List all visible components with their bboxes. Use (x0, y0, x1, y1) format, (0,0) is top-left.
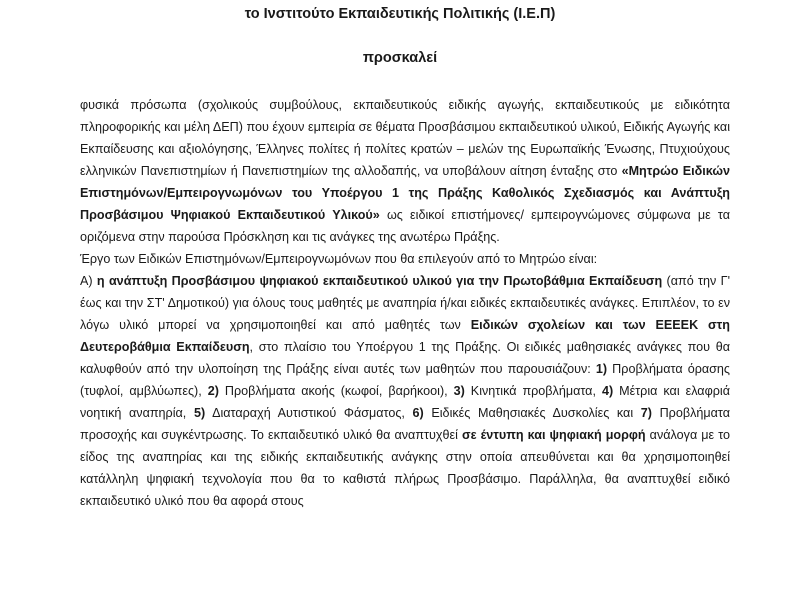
document-body (80, 94, 730, 512)
bold-number: 4) (601, 384, 614, 398)
bold-registry-title: «Μητρώο Ειδικών Επιστημόνων/Εμπειρογνωμόνων του Υποέργου 1 της Πράξης Καθολικός Σχεδιασμός και Ανάπτυξη Προσβάσιμου Ψηφιακού Εκπαιδευτικού Υλικού» (80, 164, 730, 222)
paragraph-text: Μέτρια και ελαφριά νοητική αναπηρία, (80, 384, 730, 420)
bold-text: Ειδικών σχολείων και των ΕΕΕΕΚ στη Δευτεροβάθμια Εκπαίδευση (80, 318, 730, 354)
paragraph-text: Κινητικά προβλήματα, (464, 384, 602, 398)
paragraph-task-a (80, 270, 730, 512)
paragraph-text: Διαταραχή Αυτιστικού Φάσματος, (205, 406, 413, 420)
paragraph-text: , στο πλαίσιο του Υποέργου 1 της Πράξης. Οι ειδικές μαθησιακές ανάγκες που θα καλυφθούν από την υλοποίηση της Πράξης είναι αυτές των μαθητών που παρουσιάζουν: (80, 340, 730, 376)
bold-number: 1) (595, 362, 608, 376)
paragraph-text: Προβλήματα όρασης (τυφλοί, αμβλύωπες), (80, 362, 731, 398)
bold-text: η ανάπτυξη Προσβάσιμου ψηφιακού εκπαιδευτικού υλικού για την Πρωτοβάθμια Εκπαίδευση (96, 274, 663, 288)
document-title: το Ινστιτούτο Εκπαιδευτικής Πολιτικής (Ι.Ε.Π) (244, 6, 556, 22)
paragraph-invitation (80, 94, 730, 248)
paragraph-text: (από την Γ' έως και την ΣΤ' Δημοτικού) για όλους τους μαθητές με αναπηρία ή/και ειδικές εκπαιδευτικές ανάγκες. Επιπλέον, το εν λόγω υλικό μπορεί να χρησιμοποιηθεί και από μαθητές των (80, 274, 730, 332)
bold-number: 5) (193, 406, 206, 420)
bold-number: 3) (453, 384, 465, 398)
paragraph-text: ως ειδικοί επιστήμονες/ εμπειρογνώμονες σύμφωνα με τα οριζόμενα στην παρούσα Πρόσκληση και τις ανάγκες της ανωτέρω Πράξης. (80, 208, 730, 244)
paragraph-scope-intro: Έργο των Ειδικών Επιστημόνων/Εμπειρογνωμόνων που θα επιλεγούν από το Μητρώο είναι: (80, 252, 598, 266)
paragraph-text: Προβλήματα ακοής (κωφοί, βαρήκοοι), (218, 384, 454, 398)
paragraph-text: Προβλήματα προσοχής και συγκέντρωσης. Το εκπαιδευτικό υλικό θα αναπτυχθεί (80, 406, 731, 442)
bold-number: 7) (640, 406, 652, 420)
paragraph-text: φυσικά πρόσωπα (σχολικούς συμβούλους, εκπαιδευτικούς ειδικής αγωγής, εκπαιδευτικούς με ειδικότητα πληροφορικής και μέλη ΔΕΠ) που έχουν εμπειρία σε θέματα Προσβάσιμου εκπαιδευτικού υλικού, Ειδικής Αγωγής και Εκπαίδευσης και αξιολόγησης, Έλληνες πολίτες ή πολίτες κρατών – μελών της Ευρωπαϊκής Ένωσης, Πτυχιούχους ελληνικών Πανεπιστημίων ή Πανεπιστημίων της αλλοδαπής, να υποβάλουν αίτηση ένταξης στο (80, 98, 730, 178)
bold-text: σε έντυπη και ψηφιακή μορφή (461, 428, 646, 442)
bold-number: 2) (207, 384, 219, 398)
paragraph-text: Ειδικές Μαθησιακές Δυσκολίες και (423, 406, 641, 420)
document-heading: προσκαλεί (362, 50, 438, 66)
bold-number: 6) (412, 406, 424, 420)
paragraph-text: Α) (80, 274, 97, 288)
paragraph-text: ανάλογα με το είδος της αναπηρίας και της ειδικής εκπαιδευτικής ανάγκης στην οποία απευθύνεται και θα χρησιμοποιηθεί κατάλληλη ψηφιακή τεχνολογία που θα το καθιστά πλήρως Προσβάσιμο. Παράλληλα, θα αναπτυχθεί ειδικό εκπαιδευτικό υλικό που θα αφορά στους (80, 428, 730, 508)
